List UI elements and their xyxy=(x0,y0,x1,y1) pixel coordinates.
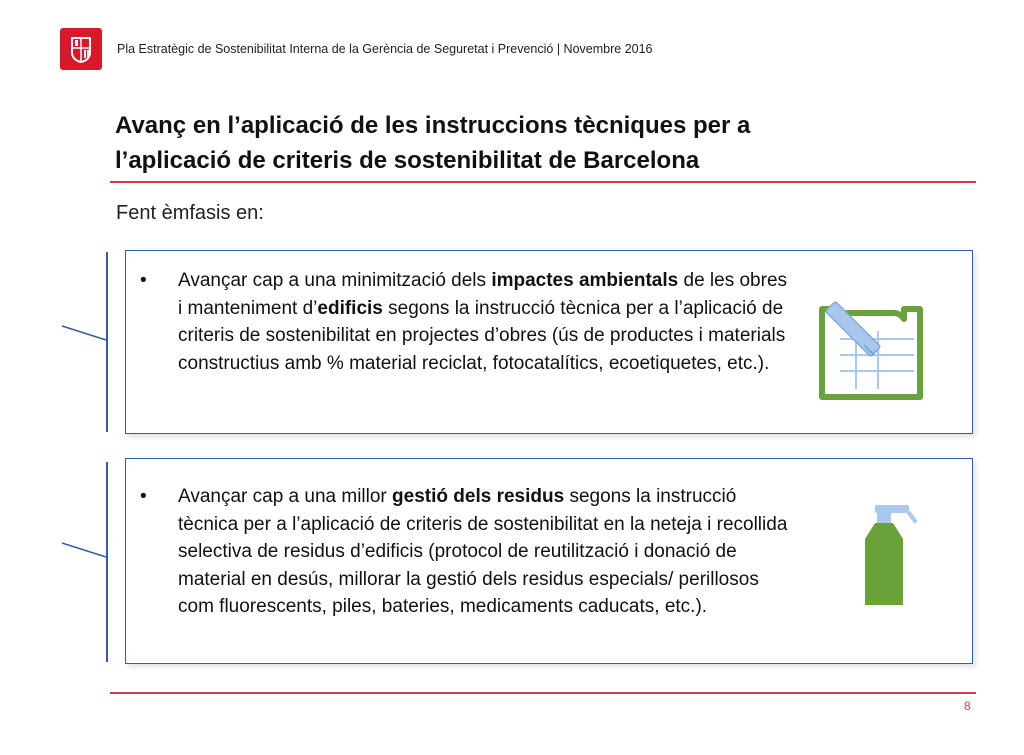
point-2-seg-3: segons la instrucció tècnica per a l’aplicació de criteris de sostenibilitat en la neteja i recollida selectiva de residus d’edificis (protocol de reutilització i donació de material en desús, millorar la gestió dels residus especials/ perillosos com fluorescents, piles, bateries, medicaments caducats, etc.). xyxy=(178,486,788,617)
point-1-bold-buildings: edificis xyxy=(317,297,383,319)
point-1-seg-3: de les obres i manteniment d’ xyxy=(178,270,788,319)
point-1-bold-impacts: impactes ambientals xyxy=(491,270,679,291)
point-1-seg-1: Avançar cap a una minimització dels xyxy=(178,270,492,291)
connector-line-1 xyxy=(62,326,106,340)
point-text-2 xyxy=(178,483,798,621)
building-plan-icon xyxy=(816,295,926,405)
title-line-1: Avanç en l’aplicació de les instruccions tècniques per a xyxy=(115,112,751,139)
bracket-line-1 xyxy=(106,252,108,432)
footer-divider xyxy=(110,692,976,694)
spray-bottle-icon xyxy=(861,503,917,609)
header-org-text: Pla Estratègic de Sostenibilitat Interna de la Gerència de Seguretat i Prevenció | Novembre 2016 xyxy=(117,42,653,56)
bullet-2: • xyxy=(140,486,147,507)
title-line-2: l’aplicació de criteris de sostenibilitat de Barcelona xyxy=(115,147,700,174)
point-2-seg-1: Avançar cap a una millor xyxy=(178,486,393,507)
point-1-seg-5: segons la instrucció tècnica per a l’aplicació de criteris de sostenibilitat en projectes d’obres (ús de productes i materials constructius amb % material reciclat, fotocatalítics, ecoetiquetes, etc.). xyxy=(178,297,786,374)
emphasis-label: Fent èmfasis en: xyxy=(116,202,264,224)
point-text-1 xyxy=(178,267,788,377)
point-2-bold-waste: gestió dels residus xyxy=(392,486,565,507)
connector-line-2 xyxy=(62,543,106,557)
bracket-line-2 xyxy=(106,462,108,662)
bullet-1: • xyxy=(140,270,147,291)
point-box-2 xyxy=(125,458,973,664)
point-box-1 xyxy=(125,250,973,434)
page-number: 8 xyxy=(964,699,971,713)
